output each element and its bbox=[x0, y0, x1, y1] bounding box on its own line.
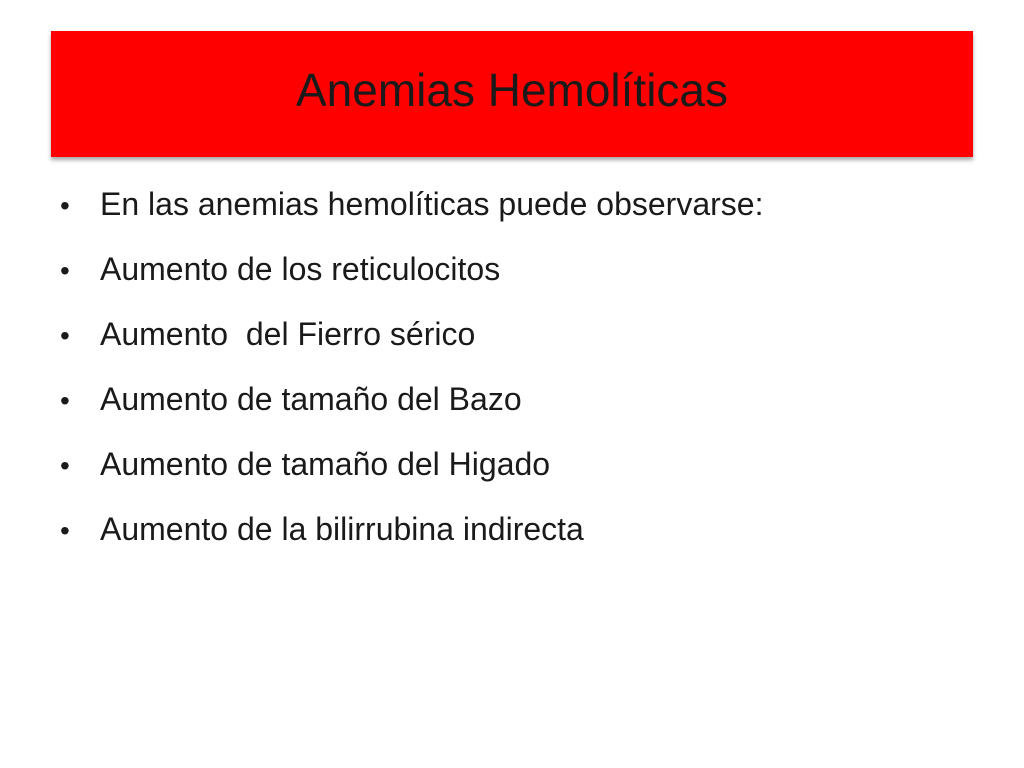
bullet-icon: • bbox=[60, 450, 70, 481]
bullet-item bbox=[60, 251, 980, 316]
bullet-text: Aumento de tamaño del Higado bbox=[100, 446, 551, 482]
slide-title: Anemias Hemolíticas bbox=[295, 64, 729, 116]
bullet-icon: • bbox=[60, 515, 70, 546]
bullet-icon: • bbox=[60, 320, 70, 351]
title-banner bbox=[51, 31, 973, 157]
bullet-text: Aumento de la bilirrubina indirecta bbox=[100, 511, 584, 547]
bullet-text: Aumento del Fierro sérico bbox=[100, 316, 476, 352]
bullet-icon: • bbox=[60, 255, 70, 286]
bullet-item bbox=[60, 186, 980, 251]
bullet-text: Aumento de los reticulocitos bbox=[100, 251, 501, 287]
bullet-item bbox=[60, 381, 980, 446]
bullet-item bbox=[60, 446, 980, 511]
bullet-item bbox=[60, 511, 980, 576]
bullet-list bbox=[60, 186, 980, 576]
bullet-icon: • bbox=[60, 385, 70, 416]
bullet-icon: • bbox=[60, 190, 70, 221]
bullet-text: En las anemias hemolíticas puede observarse: bbox=[100, 186, 764, 222]
bullet-item bbox=[60, 316, 980, 381]
bullet-text: Aumento de tamaño del Bazo bbox=[100, 381, 522, 417]
